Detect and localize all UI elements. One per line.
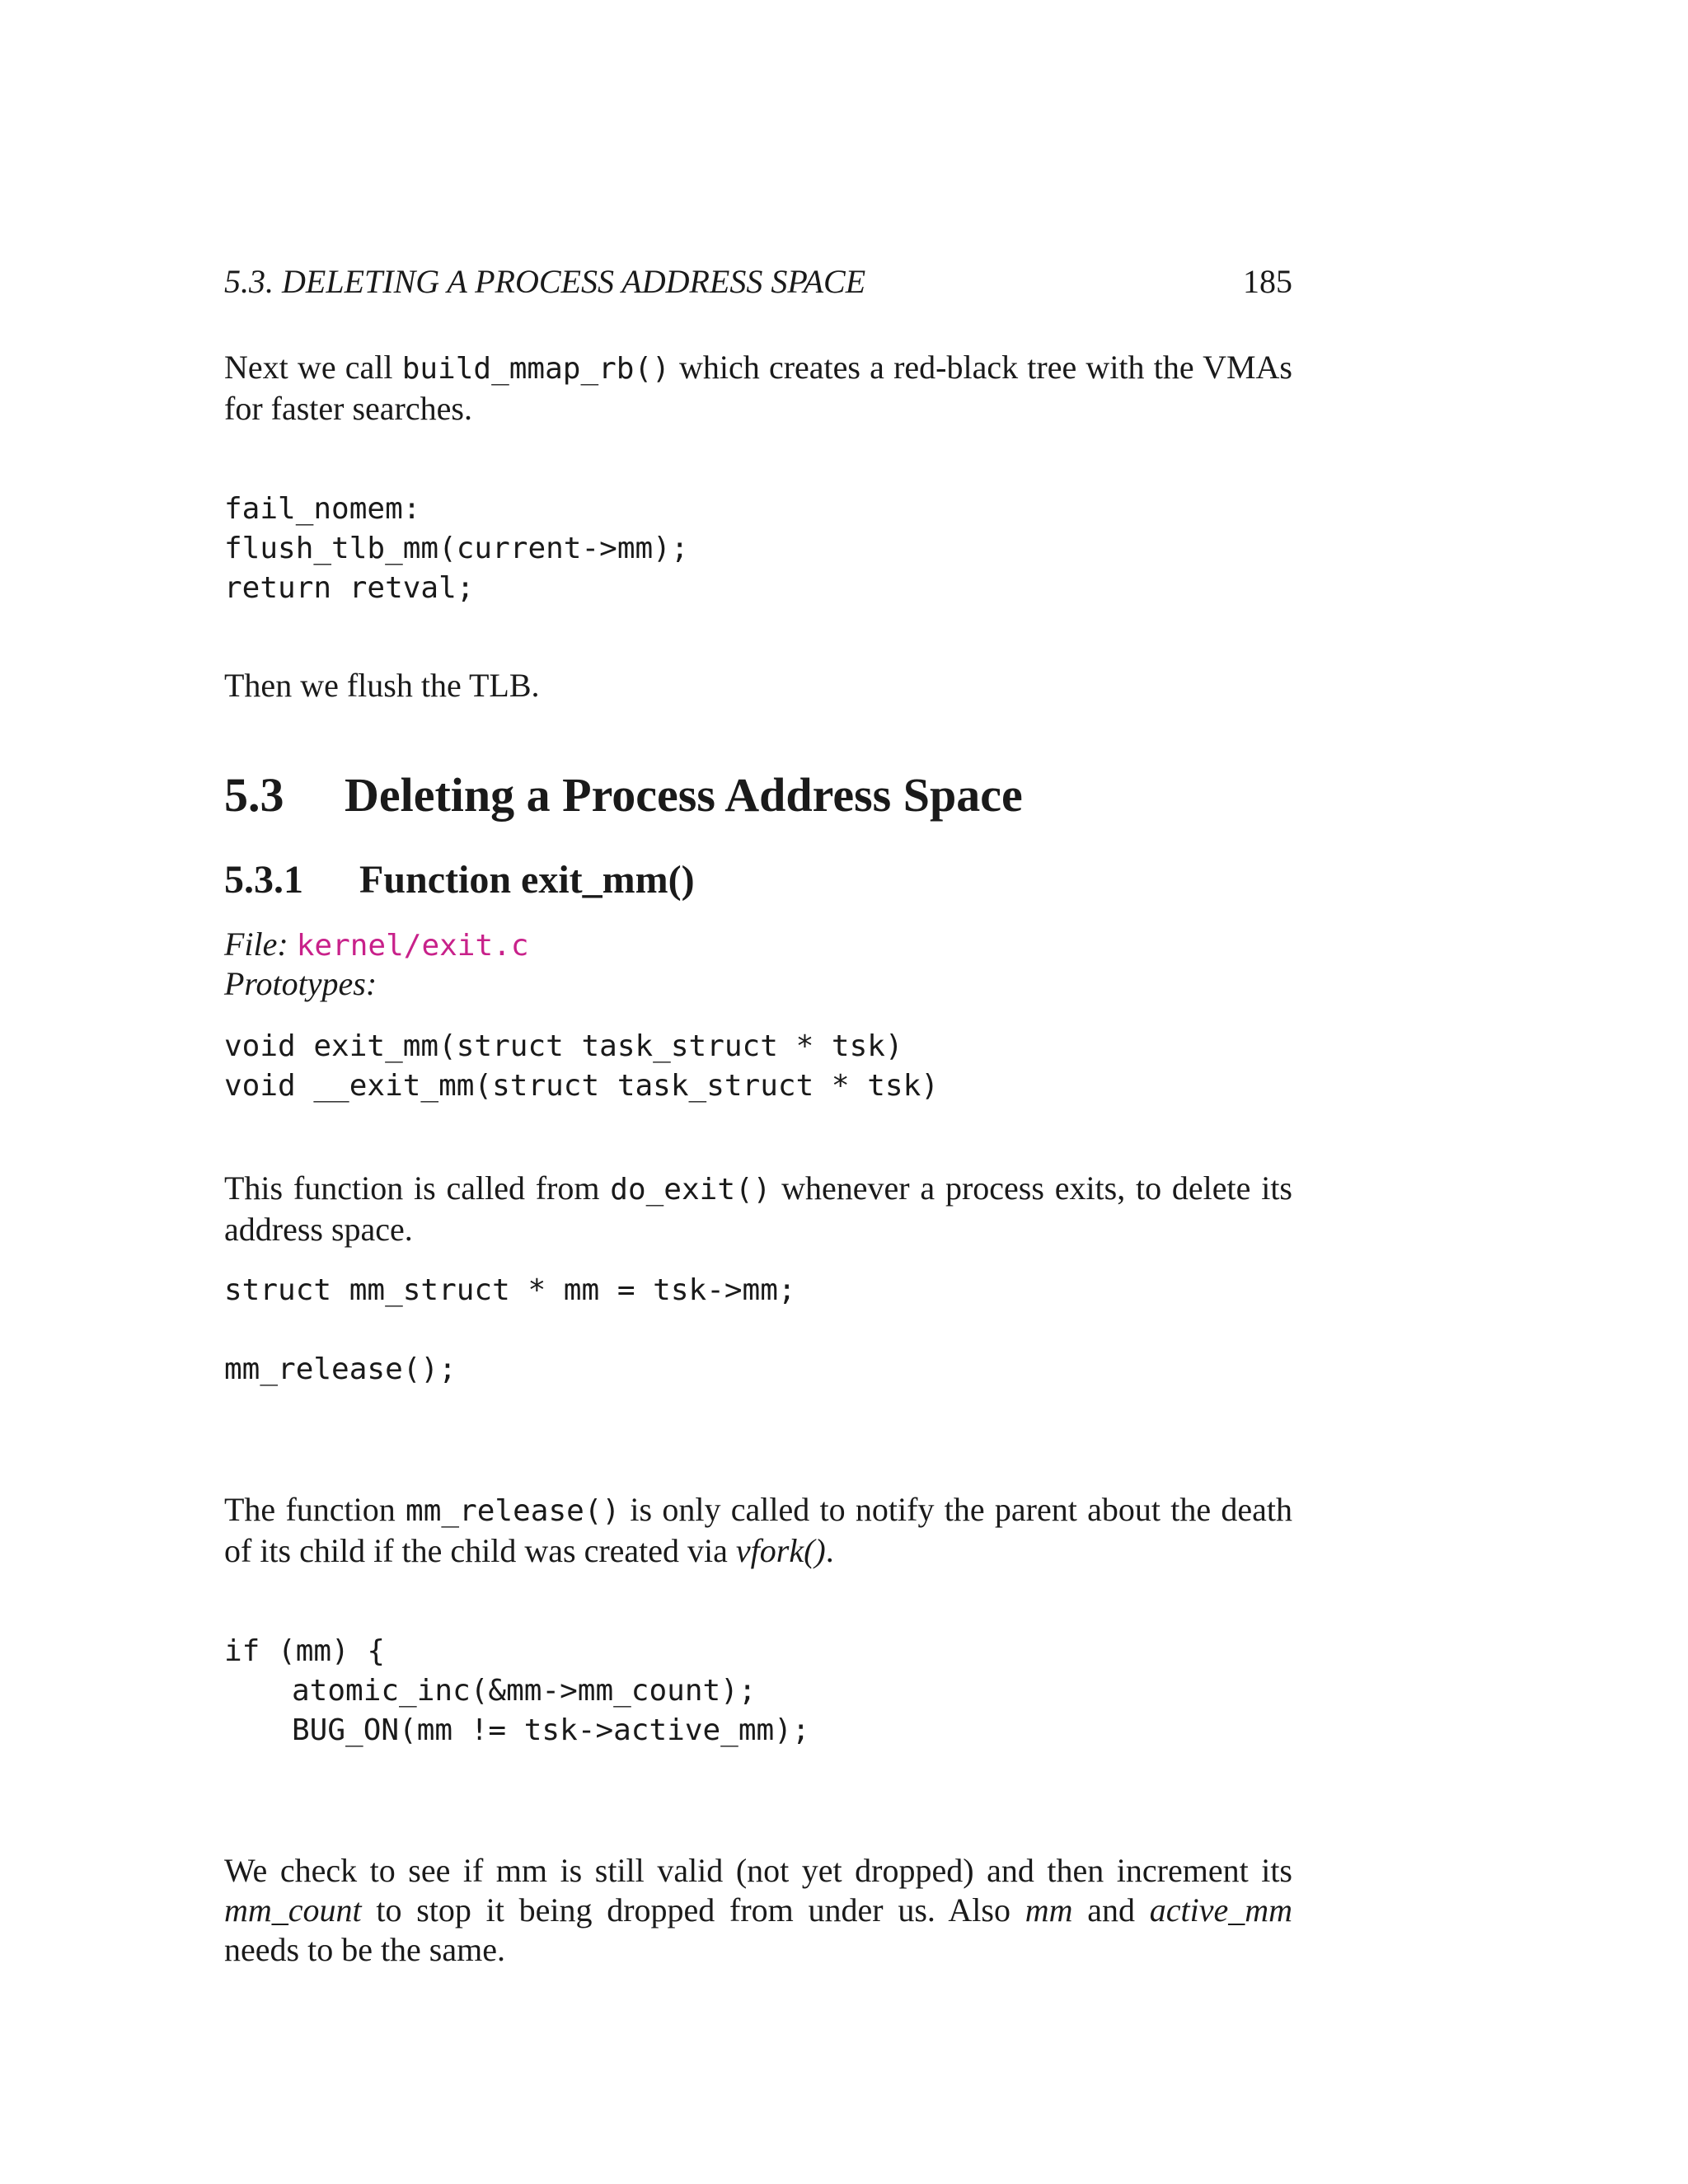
subsection-heading (224, 855, 695, 905)
code-line: BUG_ON(mm != tsk->active_mm); (292, 1713, 810, 1747)
paragraph-text: Then we flush the TLB. (224, 667, 540, 704)
paragraph-text: We check to see if mm is still valid (not yet dropped) and then increment its (224, 1852, 1292, 1889)
code-block-atomic-inc (224, 1632, 810, 1750)
paragraph-build-mmap-rb (224, 348, 1292, 429)
section-heading (224, 766, 1023, 824)
emphasis-mm: mm (1025, 1891, 1073, 1929)
paragraph-text: The function (224, 1491, 406, 1528)
code-line: mm_release(); (224, 1352, 457, 1386)
code-line: fail_nomem: (224, 492, 421, 526)
page-number: 185 (1243, 263, 1292, 300)
code-line: struct mm_struct * mm = tsk->mm; (224, 1273, 796, 1307)
file-reference (224, 925, 529, 966)
emphasis-active-mm: active_mm (1149, 1891, 1292, 1929)
paragraph-text: is only called to notify the parent about the death of its child if the child was created via (224, 1491, 1292, 1569)
emphasis-mm-count: mm_count (224, 1891, 362, 1929)
code-block-prototypes (224, 1027, 939, 1106)
paragraph-flush-tlb (224, 666, 1292, 705)
paragraph-text: to stop it being dropped from under us. Also (361, 1891, 1025, 1929)
document-page (224, 0, 1292, 2184)
inline-code: mm_release() (406, 1494, 621, 1528)
code-line: return retval; (224, 571, 475, 605)
inline-code: build_mmap_rb() (401, 352, 670, 386)
code-block-fail-nomem (224, 490, 689, 608)
emphasis-vfork: vfork() (735, 1532, 826, 1569)
paragraph-text: which creates a red-black tree with the VMAs for faster searches. (224, 349, 1292, 427)
prototypes-label: Prototypes: (224, 965, 377, 1002)
running-header (224, 262, 1292, 302)
paragraph-text: This function is called from (224, 1169, 611, 1207)
inline-code: do_exit() (610, 1173, 771, 1207)
code-line: flush_tlb_mm(current->mm); (224, 532, 689, 565)
file-label: File: (224, 926, 288, 963)
code-line: void exit_mm(struct task_struct * tsk) (224, 1029, 903, 1063)
code-line: atomic_inc(&mm->mm_count); (292, 1674, 757, 1708)
paragraph-text: Next we call (224, 349, 402, 386)
file-path-link[interactable]: kernel/exit.c (296, 929, 529, 963)
paragraph-text: and (1072, 1891, 1150, 1929)
paragraph-text: needs to be the same. (224, 1931, 505, 1968)
running-header-title: 5.3. DELETING A PROCESS ADDRESS SPACE (224, 263, 866, 300)
code-line: void __exit_mm(struct task_struct * tsk) (224, 1069, 939, 1103)
section-number: 5.3 (224, 768, 284, 822)
code-line (224, 1310, 796, 1350)
code-block-mm-release (224, 1271, 796, 1390)
subsection-number: 5.3.1 (224, 858, 303, 902)
paragraph-text: . (825, 1532, 834, 1569)
paragraph-do-exit (224, 1169, 1292, 1249)
paragraph-mm-check (224, 1851, 1292, 1970)
paragraph-text: whenever a process exits, to delete its address space. (224, 1169, 1292, 1248)
code-line: if (mm) { (224, 1634, 386, 1668)
section-title: Deleting a Process Address Space (345, 768, 1023, 822)
subsection-title: Function exit_mm() (359, 858, 695, 902)
paragraph-mm-release (224, 1490, 1292, 1571)
